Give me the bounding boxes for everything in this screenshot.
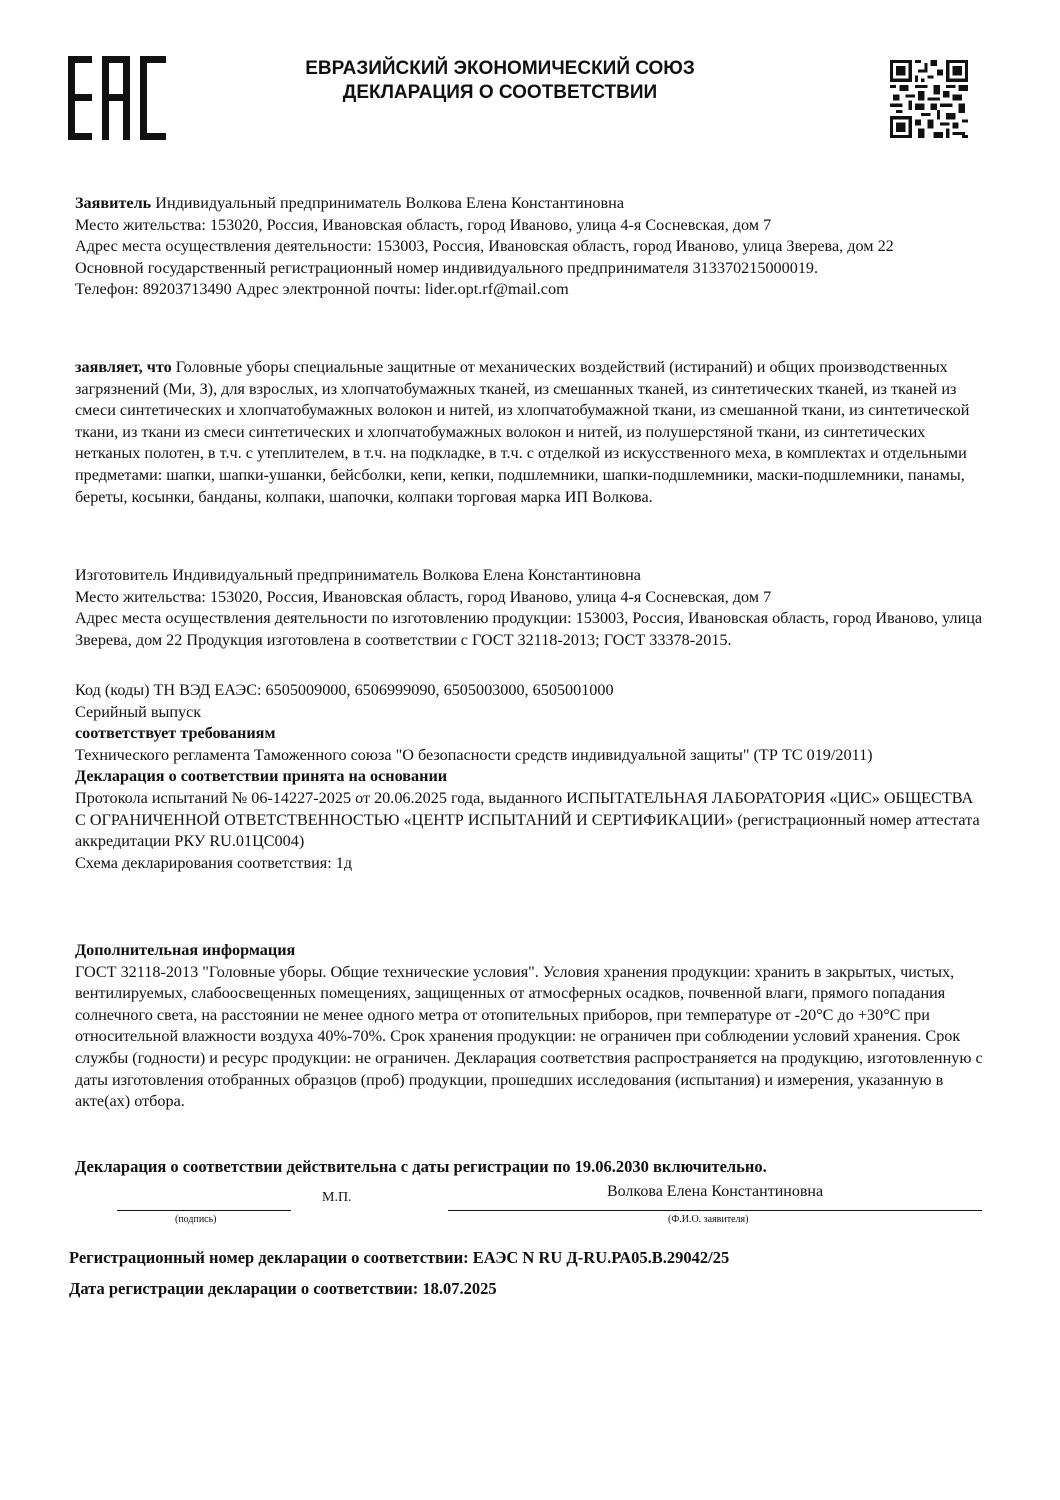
applicant-name: Индивидуальный предприниматель Волкова Елена Константиновна [151, 194, 625, 212]
manufacturer-name: Изготовитель Индивидуальный предприниматель Волкова Елена Константиновна [75, 566, 641, 584]
applicant-ogrn: Основной государственный регистрационный номер индивидуального предпринимателя 313370215000019. [75, 258, 819, 277]
basis-label: Декларация о соответствии принята на основании [75, 767, 448, 786]
protocol-text: Протокола испытаний № 06-14227-2025 от 20.06.2025 года, выданного ИСПЫТАТЕЛЬНАЯ ЛАБОРАТОРИЯ «ЦИС» ОБЩЕСТВА С ОГРАНИЧЕННОЙ ОТВЕТСТВЕННОСТЬЮ «ЦЕНТР ИСПЫТАНИЙ И СЕРТИФИКАЦИИ» (регистрационный номер аттестата аккредитации РКУ RU.01ЦС004) [75, 788, 980, 851]
qr-code-icon [890, 60, 968, 138]
signature-caption: (подпись) [175, 1214, 217, 1225]
applicant-fio: Волкова Елена Константиновна [606, 1183, 824, 1200]
eac-logo [68, 56, 166, 140]
declares-label: заявляет, что [75, 358, 172, 376]
applicant-line [75, 193, 985, 215]
declaration-title: ДЕКЛАРАЦИЯ О СООТВЕТСТВИИ [342, 82, 658, 103]
validity-statement: Декларация о соответствии действительна с даты регистрации по 19.06.2030 включительно. [75, 1157, 767, 1176]
manufacturer-section [75, 565, 985, 651]
scheme-text: Схема декларирования соответствия: 1д [75, 853, 353, 872]
declares-section [75, 357, 985, 508]
applicant-contacts: Телефон: 89203713490 Адрес электронной почты: lider.opt.rf@mail.com [75, 280, 569, 299]
complies-label: соответствует требованиям [75, 724, 276, 743]
regulation-text: Технического регламента Таможенного союза "О безопасности средств индивидуальной защиты" (ТР ТС 019/2011) [75, 745, 873, 764]
document-header [250, 57, 750, 105]
tn-ved-codes: Код (коды) ТН ВЭД ЕАЭС: 6505009000, 6506999090, 6505003000, 6505001000 [75, 681, 614, 699]
manufacturer-residence: Место жительства: 153020, Россия, Ивановская область, город Иваново, улица 4-я Сосневская, дом 7 [75, 587, 772, 606]
release-type: Серийный выпуск [75, 702, 202, 721]
manufacturer-production-address: Адрес места осуществления деятельности по изготовлению продукции: 153003, Россия, Ивановская область, город Иваново, улица Зверева, дом 22 Продукция изготовлена в соответствии с ГОСТ 32118-2013; ГОСТ 33378-2015. [75, 609, 983, 649]
applicant-section [75, 193, 985, 301]
signature-line [117, 1210, 291, 1211]
product-description: Головные уборы специальные защитные от механических воздействий (истираний) и общих производственных загрязнений (Ми, З), для взрослых, из хлопчатобумажных тканей, из смешанных тканей, из синтетических тканей, из тканей из смеси синтетических и хлопчатобумажных волокон и нитей, из хлопчатобумажной ткани, из смешанной ткани, из синтетической ткани, из ткани из смеси синтетических и хлопчатобумажных волокон и нитей, из полушерстяной ткани, из синтетических нетканых полотен, в т.ч. с утеплителем, в т.ч. на подкладке, в т.ч. с отделкой из искусственного меха, в комплектах и отдельными предметами: шапки, шапки-ушанки, бейсболки, кепи, кепки, подшлемники, шапки-подшлемники, маски-подшлемники, панамы, береты, косынки, банданы, колпаки, шапочки, колпаки торговая марка ИП Волкова. [75, 358, 970, 506]
registration-date: Дата регистрации декларации о соответствии: 18.07.2025 [69, 1279, 497, 1298]
stamp-place: М.П. [322, 1190, 352, 1205]
union-title: ЕВРАЗИЙСКИЙ ЭКОНОМИЧЕСКИЙ СОЮЗ [305, 58, 695, 79]
registration-number: Регистрационный номер декларации о соответствии: ЕАЭС N RU Д-RU.РА05.В.29042/25 [69, 1248, 730, 1267]
additional-info-label: Дополнительная информация [75, 941, 296, 959]
applicant-label: Заявитель [75, 194, 152, 212]
fio-line [448, 1210, 982, 1211]
applicant-activity-address: Адрес места осуществления деятельности: 153003, Россия, Ивановская область, город Иваново, улица Зверева, дом 22 [75, 237, 894, 256]
additional-info-section [75, 940, 985, 1113]
fio-caption: (Ф.И.О. заявителя) [668, 1214, 749, 1225]
compliance-section [75, 680, 985, 874]
additional-info-text: ГОСТ 32118-2013 "Головные уборы. Общие технические условия". Условия хранения продукции: хранить в закрытых, чистых, вентилируемых, слабоосвещенных помещениях, защищенных от атмосферных осадков, почвенной влаги, прямого попадания солнечного света, на расстоянии не менее одного метра от отопительных приборов, при температуре от -20°С до +30°С при относительной влажности воздуха 40%-70%. Срок хранения продукции: не ограничен при соблюдении условий хранения. Срок службы (годности) и ресурс продукции: не ограничен. Декларация соответствия распространяется на продукцию, изготовленную с даты изготовления отобранных образцов (проб) продукции, прошедших исследования (испытания) и измерения, указанную в акте(ах) отбора. [75, 962, 983, 1111]
applicant-residence: Место жительства: 153020, Россия, Ивановская область, город Иваново, улица 4-я Сосневская, дом 7 [75, 215, 772, 234]
